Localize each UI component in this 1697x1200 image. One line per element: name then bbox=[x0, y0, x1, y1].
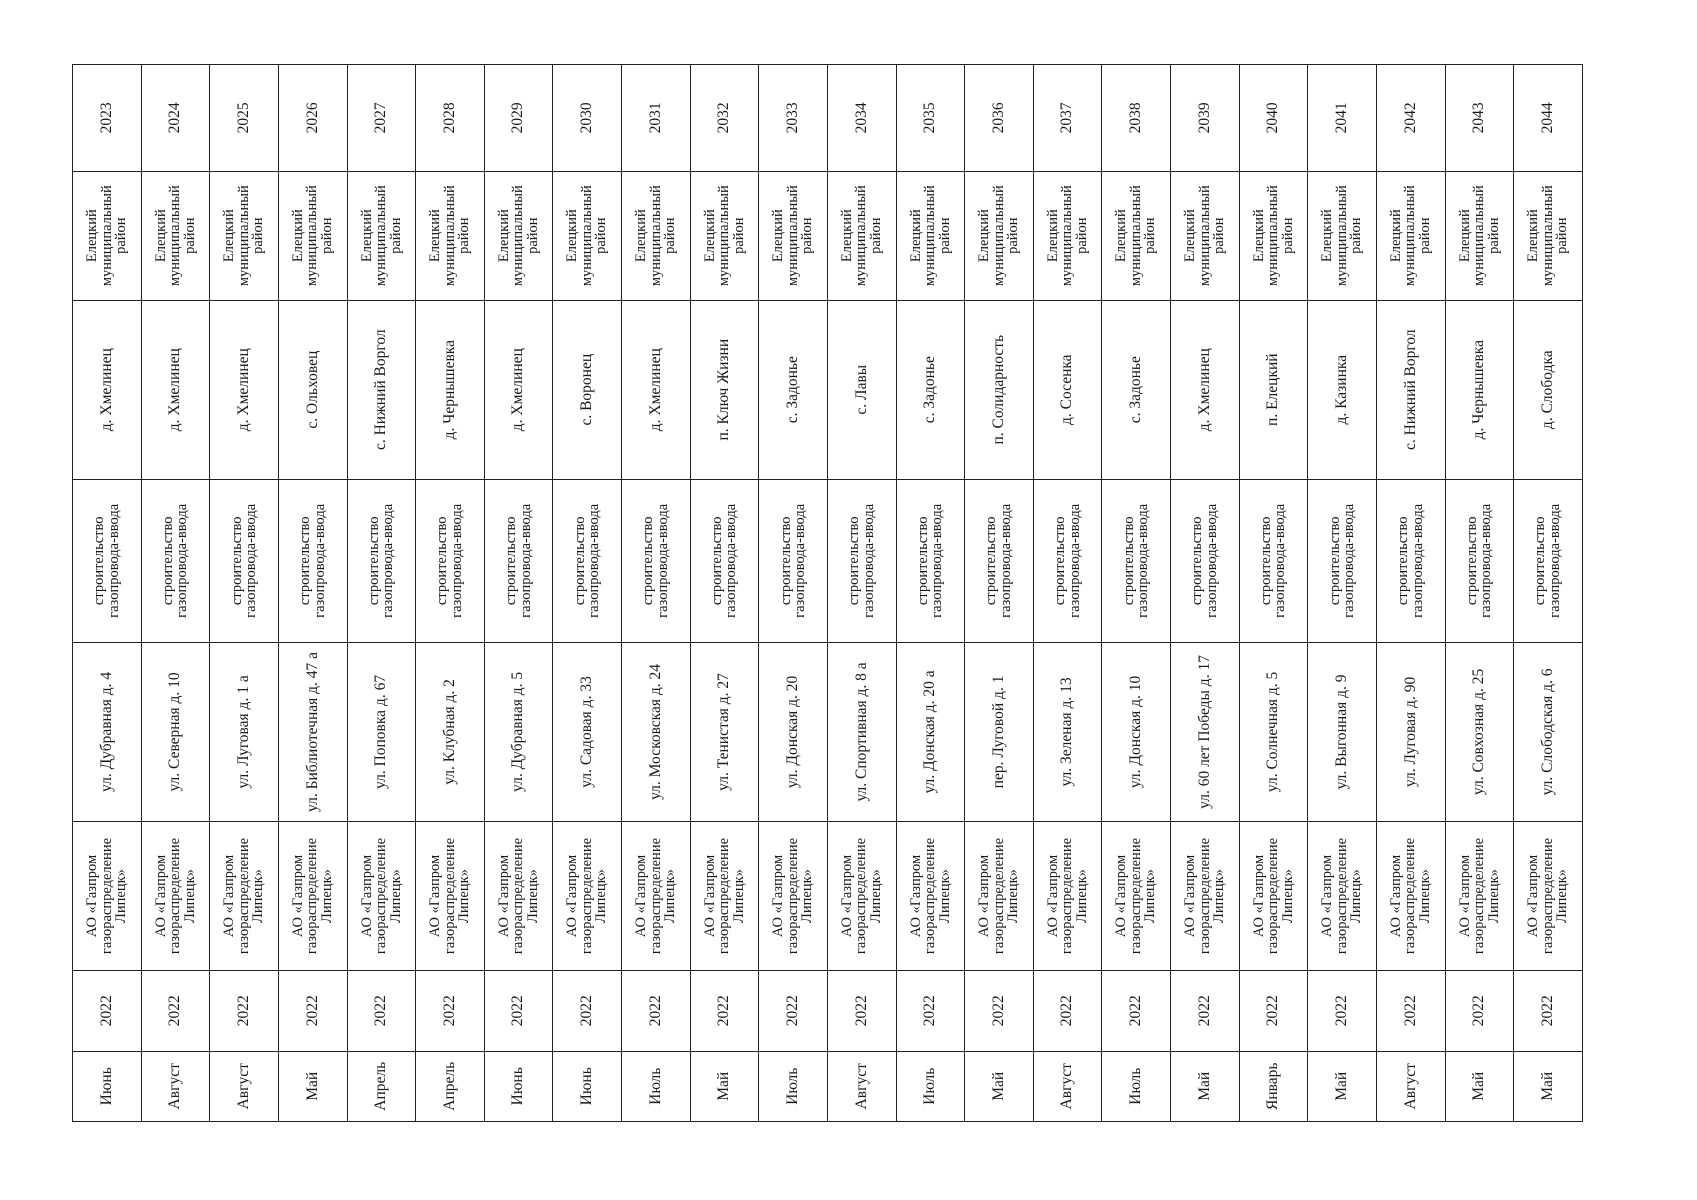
locality-cell: д. Чернышевка bbox=[1445, 300, 1514, 479]
row-number-cell: 2025 bbox=[210, 65, 279, 172]
work-type-cell: строительство газопровода-ввода bbox=[416, 479, 485, 642]
owner-cell: АО «Газпром газораспределение Липецк» bbox=[827, 822, 896, 971]
year-cell: 2022 bbox=[141, 971, 210, 1052]
address-cell: ул. Тенистая д. 27 bbox=[690, 642, 759, 821]
locality-cell: с. Ольховец bbox=[278, 300, 347, 479]
district-cell: Елецкий муниципальный район bbox=[553, 171, 622, 300]
month-cell: Август bbox=[1376, 1051, 1445, 1121]
work-type-cell: строительство газопровода-ввода bbox=[1239, 479, 1308, 642]
year-cell: 2022 bbox=[553, 971, 622, 1052]
district-cell: Елецкий муниципальный район bbox=[1308, 171, 1377, 300]
year-cell: 2022 bbox=[1171, 971, 1240, 1052]
district-cell: Елецкий муниципальный район bbox=[690, 171, 759, 300]
district-cell: Елецкий муниципальный район bbox=[1171, 171, 1240, 300]
owner-cell: АО «Газпром газораспределение Липецк» bbox=[416, 822, 485, 971]
address-cell: ул. Поповка д. 67 bbox=[347, 642, 416, 821]
month-cell: Август bbox=[1033, 1051, 1102, 1121]
table-row bbox=[759, 65, 828, 1122]
month-cell: Май bbox=[1514, 1051, 1583, 1121]
table-row bbox=[622, 65, 691, 1122]
row-number-cell: 2032 bbox=[690, 65, 759, 172]
locality-cell: п. Солидарность bbox=[965, 300, 1034, 479]
table-row bbox=[210, 65, 279, 1122]
district-cell: Елецкий муниципальный район bbox=[484, 171, 553, 300]
table-row bbox=[1239, 65, 1308, 1122]
owner-cell: АО «Газпром газораспределение Липецк» bbox=[1171, 822, 1240, 971]
locality-cell: д. Сосенка bbox=[1033, 300, 1102, 479]
work-type-cell: строительство газопровода-ввода bbox=[622, 479, 691, 642]
locality-cell: с. Нижний Воргол bbox=[1376, 300, 1445, 479]
year-cell: 2022 bbox=[1376, 971, 1445, 1052]
table-row bbox=[1514, 65, 1583, 1122]
owner-cell: АО «Газпром газораспределение Липецк» bbox=[1102, 822, 1171, 971]
district-cell: Елецкий муниципальный район bbox=[210, 171, 279, 300]
district-cell: Елецкий муниципальный район bbox=[1033, 171, 1102, 300]
district-cell: Елецкий муниципальный район bbox=[278, 171, 347, 300]
row-number-cell: 2027 bbox=[347, 65, 416, 172]
owner-cell: АО «Газпром газораспределение Липецк» bbox=[1445, 822, 1514, 971]
year-cell: 2022 bbox=[896, 971, 965, 1052]
rotated-table-container bbox=[72, 64, 1582, 1122]
address-cell: ул. Слободская д. 6 bbox=[1514, 642, 1583, 821]
locality-cell: д. Слободка bbox=[1514, 300, 1583, 479]
row-number-cell: 2042 bbox=[1376, 65, 1445, 172]
year-cell: 2022 bbox=[622, 971, 691, 1052]
table-row bbox=[1445, 65, 1514, 1122]
district-cell: Елецкий муниципальный район bbox=[1102, 171, 1171, 300]
row-number-cell: 2033 bbox=[759, 65, 828, 172]
month-cell: Июнь bbox=[553, 1051, 622, 1121]
month-cell: Май bbox=[278, 1051, 347, 1121]
locality-cell: д. Хмелинец bbox=[73, 300, 142, 479]
owner-cell: АО «Газпром газораспределение Липецк» bbox=[141, 822, 210, 971]
locality-cell: п. Ключ Жизни bbox=[690, 300, 759, 479]
work-type-cell: строительство газопровода-ввода bbox=[347, 479, 416, 642]
table-row bbox=[141, 65, 210, 1122]
row-number-cell: 2024 bbox=[141, 65, 210, 172]
row-number-cell: 2039 bbox=[1171, 65, 1240, 172]
month-cell: Август bbox=[141, 1051, 210, 1121]
owner-cell: АО «Газпром газораспределение Липецк» bbox=[896, 822, 965, 971]
row-number-cell: 2034 bbox=[827, 65, 896, 172]
address-cell: ул. Луговая д. 90 bbox=[1376, 642, 1445, 821]
month-cell: Август bbox=[210, 1051, 279, 1121]
address-cell: ул. Совхозная д. 25 bbox=[1445, 642, 1514, 821]
owner-cell: АО «Газпром газораспределение Липецк» bbox=[1033, 822, 1102, 971]
month-cell: Июль bbox=[759, 1051, 828, 1121]
district-cell: Елецкий муниципальный район bbox=[622, 171, 691, 300]
row-number-cell: 2035 bbox=[896, 65, 965, 172]
locality-cell: с. Задонье bbox=[896, 300, 965, 479]
address-cell: ул. Донская д. 20 а bbox=[896, 642, 965, 821]
month-cell: Июль bbox=[622, 1051, 691, 1121]
locality-cell: с. Нижний Воргол bbox=[347, 300, 416, 479]
district-cell: Елецкий муниципальный район bbox=[141, 171, 210, 300]
month-cell: Май bbox=[1171, 1051, 1240, 1121]
table-row bbox=[347, 65, 416, 1122]
work-type-cell: строительство газопровода-ввода bbox=[827, 479, 896, 642]
owner-cell: АО «Газпром газораспределение Липецк» bbox=[278, 822, 347, 971]
owner-cell: АО «Газпром газораспределение Липецк» bbox=[965, 822, 1034, 971]
address-cell: ул. Спортивная д. 8 а bbox=[827, 642, 896, 821]
work-type-cell: строительство газопровода-ввода bbox=[1445, 479, 1514, 642]
district-cell: Елецкий муниципальный район bbox=[827, 171, 896, 300]
row-number-cell: 2030 bbox=[553, 65, 622, 172]
work-type-cell: строительство газопровода-ввода bbox=[1102, 479, 1171, 642]
year-cell: 2022 bbox=[1514, 971, 1583, 1052]
address-cell: ул. Луговая д. 1 а bbox=[210, 642, 279, 821]
work-type-cell: строительство газопровода-ввода bbox=[141, 479, 210, 642]
table-row bbox=[827, 65, 896, 1122]
locality-cell: д. Хмелинец bbox=[484, 300, 553, 479]
work-type-cell: строительство газопровода-ввода bbox=[1308, 479, 1377, 642]
row-number-cell: 2026 bbox=[278, 65, 347, 172]
work-type-cell: строительство газопровода-ввода bbox=[965, 479, 1034, 642]
owner-cell: АО «Газпром газораспределение Липецк» bbox=[553, 822, 622, 971]
district-cell: Елецкий муниципальный район bbox=[347, 171, 416, 300]
year-cell: 2022 bbox=[484, 971, 553, 1052]
row-number-cell: 2037 bbox=[1033, 65, 1102, 172]
owner-cell: АО «Газпром газораспределение Липецк» bbox=[622, 822, 691, 971]
owner-cell: АО «Газпром газораспределение Липецк» bbox=[1376, 822, 1445, 971]
row-number-cell: 2038 bbox=[1102, 65, 1171, 172]
district-cell: Елецкий муниципальный район bbox=[1514, 171, 1583, 300]
row-number-cell: 2044 bbox=[1514, 65, 1583, 172]
year-cell: 2022 bbox=[416, 971, 485, 1052]
year-cell: 2022 bbox=[1239, 971, 1308, 1052]
work-type-cell: строительство газопровода-ввода bbox=[759, 479, 828, 642]
month-cell: Июль bbox=[1102, 1051, 1171, 1121]
owner-cell: АО «Газпром газораспределение Липецк» bbox=[1239, 822, 1308, 971]
owner-cell: АО «Газпром газораспределение Липецк» bbox=[1308, 822, 1377, 971]
year-cell: 2022 bbox=[827, 971, 896, 1052]
address-cell: ул. Донская д. 20 bbox=[759, 642, 828, 821]
table-row bbox=[1102, 65, 1171, 1122]
row-number-cell: 2043 bbox=[1445, 65, 1514, 172]
month-cell: Август bbox=[827, 1051, 896, 1121]
year-cell: 2022 bbox=[1308, 971, 1377, 1052]
row-number-cell: 2041 bbox=[1308, 65, 1377, 172]
work-type-cell: строительство газопровода-ввода bbox=[73, 479, 142, 642]
table-row bbox=[1308, 65, 1377, 1122]
address-cell: ул. Садовая д. 33 bbox=[553, 642, 622, 821]
address-cell: ул. Дубравная д. 5 bbox=[484, 642, 553, 821]
locality-cell: п. Елецкий bbox=[1239, 300, 1308, 479]
owner-cell: АО «Газпром газораспределение Липецк» bbox=[347, 822, 416, 971]
month-cell: Январь bbox=[1239, 1051, 1308, 1121]
work-type-cell: строительство газопровода-ввода bbox=[278, 479, 347, 642]
address-cell: ул. Клубная д. 2 bbox=[416, 642, 485, 821]
row-number-cell: 2031 bbox=[622, 65, 691, 172]
address-cell: ул. Северная д. 10 bbox=[141, 642, 210, 821]
year-cell: 2022 bbox=[965, 971, 1034, 1052]
owner-cell: АО «Газпром газораспределение Липецк» bbox=[484, 822, 553, 971]
work-type-cell: строительство газопровода-ввода bbox=[1171, 479, 1240, 642]
locality-cell: д. Хмелинец bbox=[1171, 300, 1240, 479]
year-cell: 2022 bbox=[73, 971, 142, 1052]
table-row bbox=[484, 65, 553, 1122]
month-cell: Апрель bbox=[347, 1051, 416, 1121]
owner-cell: АО «Газпром газораспределение Липецк» bbox=[73, 822, 142, 971]
address-cell: пер. Луговой д. 1 bbox=[965, 642, 1034, 821]
owner-cell: АО «Газпром газораспределение Липецк» bbox=[690, 822, 759, 971]
locality-cell: с. Задонье bbox=[1102, 300, 1171, 479]
month-cell: Июль bbox=[896, 1051, 965, 1121]
district-cell: Елецкий муниципальный район bbox=[965, 171, 1034, 300]
work-type-cell: строительство газопровода-ввода bbox=[1033, 479, 1102, 642]
year-cell: 2022 bbox=[1033, 971, 1102, 1052]
locality-cell: д. Хмелинец bbox=[622, 300, 691, 479]
owner-cell: АО «Газпром газораспределение Липецк» bbox=[210, 822, 279, 971]
locality-cell: д. Хмелинец bbox=[210, 300, 279, 479]
table-row bbox=[965, 65, 1034, 1122]
district-cell: Елецкий муниципальный район bbox=[759, 171, 828, 300]
month-cell: Май bbox=[690, 1051, 759, 1121]
address-cell: ул. Библиотечная д. 47 а bbox=[278, 642, 347, 821]
table-row bbox=[553, 65, 622, 1122]
work-type-cell: строительство газопровода-ввода bbox=[896, 479, 965, 642]
table-row bbox=[1171, 65, 1240, 1122]
month-cell: Апрель bbox=[416, 1051, 485, 1121]
district-cell: Елецкий муниципальный район bbox=[1445, 171, 1514, 300]
locality-cell: д. Чернышевка bbox=[416, 300, 485, 479]
work-type-cell: строительство газопровода-ввода bbox=[484, 479, 553, 642]
district-cell: Елецкий муниципальный район bbox=[73, 171, 142, 300]
locality-cell: с. Задонье bbox=[759, 300, 828, 479]
table-row bbox=[690, 65, 759, 1122]
work-type-cell: строительство газопровода-ввода bbox=[1514, 479, 1583, 642]
year-cell: 2022 bbox=[347, 971, 416, 1052]
row-number-cell: 2029 bbox=[484, 65, 553, 172]
address-cell: ул. Зеленая д. 13 bbox=[1033, 642, 1102, 821]
row-number-cell: 2040 bbox=[1239, 65, 1308, 172]
table-row bbox=[1033, 65, 1102, 1122]
work-type-cell: строительство газопровода-ввода bbox=[1376, 479, 1445, 642]
address-cell: ул. Выгонная д. 9 bbox=[1308, 642, 1377, 821]
month-cell: Июнь bbox=[73, 1051, 142, 1121]
work-type-cell: строительство газопровода-ввода bbox=[210, 479, 279, 642]
year-cell: 2022 bbox=[1102, 971, 1171, 1052]
address-cell: ул. Солнечная д. 5 bbox=[1239, 642, 1308, 821]
year-cell: 2022 bbox=[1445, 971, 1514, 1052]
address-cell: ул. Донская д. 10 bbox=[1102, 642, 1171, 821]
locality-cell: с. Воронец bbox=[553, 300, 622, 479]
table-row bbox=[278, 65, 347, 1122]
work-type-cell: строительство газопровода-ввода bbox=[690, 479, 759, 642]
table-row bbox=[416, 65, 485, 1122]
locality-cell: д. Казинка bbox=[1308, 300, 1377, 479]
year-cell: 2022 bbox=[210, 971, 279, 1052]
district-cell: Елецкий муниципальный район bbox=[416, 171, 485, 300]
address-cell: ул. Московская д. 24 bbox=[622, 642, 691, 821]
row-number-cell: 2023 bbox=[73, 65, 142, 172]
year-cell: 2022 bbox=[690, 971, 759, 1052]
table-row bbox=[896, 65, 965, 1122]
month-cell: Май bbox=[1308, 1051, 1377, 1121]
row-number-cell: 2028 bbox=[416, 65, 485, 172]
month-cell: Май bbox=[1445, 1051, 1514, 1121]
gas-connection-table bbox=[72, 64, 1583, 1122]
district-cell: Елецкий муниципальный район bbox=[1376, 171, 1445, 300]
work-type-cell: строительство газопровода-ввода bbox=[553, 479, 622, 642]
year-cell: 2022 bbox=[278, 971, 347, 1052]
owner-cell: АО «Газпром газораспределение Липецк» bbox=[759, 822, 828, 971]
owner-cell: АО «Газпром газораспределение Липецк» bbox=[1514, 822, 1583, 971]
table-row bbox=[73, 65, 142, 1122]
address-cell: ул. Дубравная д. 4 bbox=[73, 642, 142, 821]
district-cell: Елецкий муниципальный район bbox=[1239, 171, 1308, 300]
table-row bbox=[1376, 65, 1445, 1122]
district-cell: Елецкий муниципальный район bbox=[896, 171, 965, 300]
locality-cell: д. Хмелинец bbox=[141, 300, 210, 479]
locality-cell: с. Лавы bbox=[827, 300, 896, 479]
month-cell: Май bbox=[965, 1051, 1034, 1121]
row-number-cell: 2036 bbox=[965, 65, 1034, 172]
year-cell: 2022 bbox=[759, 971, 828, 1052]
address-cell: ул. 60 лет Победы д. 17 bbox=[1171, 642, 1240, 821]
month-cell: Июнь bbox=[484, 1051, 553, 1121]
